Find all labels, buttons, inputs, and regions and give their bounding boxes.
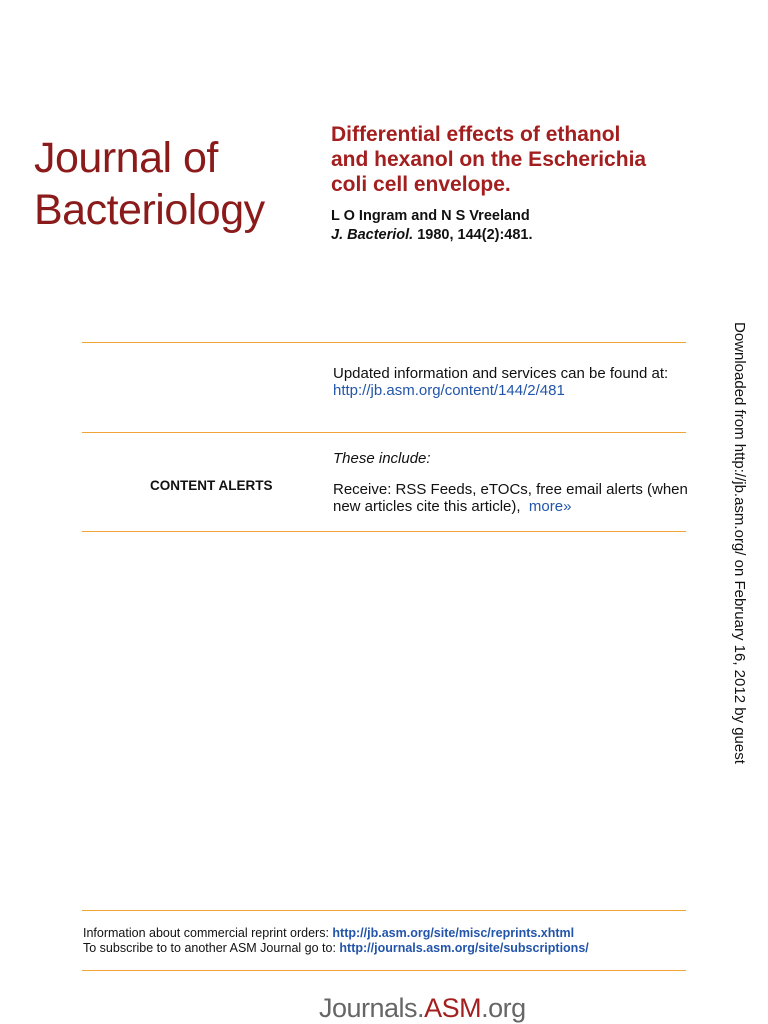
reprint-link[interactable]: http://jb.asm.org/site/misc/reprints.xhtml [332,926,575,940]
citation-details: 1980, 144(2):481. [413,227,533,243]
journal-name [34,132,294,236]
divider-footer-top [82,910,686,911]
receive-text: Receive: RSS Feeds, eTOCs, free email alerts (when new articles cite this article), [333,481,688,515]
divider-alerts [82,531,686,532]
article-citation [331,227,533,243]
updated-info [333,365,693,399]
subscribe-link[interactable]: http://journals.asm.org/site/subscriptions/ [339,941,589,955]
reprint-text: Information about commercial reprint orders: [83,926,333,940]
logo-journals: Journals. [319,993,425,1023]
journals-asm-logo[interactable] [319,993,526,1024]
divider-middle [82,432,686,433]
content-alerts-text [333,481,693,515]
journal-name-line1: Journal of [34,134,218,182]
divider-top [82,342,686,343]
logo-asm: ASM [424,993,482,1023]
subscribe-info [83,940,589,956]
updated-info-text: Updated information and services can be found at: [333,365,669,382]
reprint-info [83,925,574,941]
divider-footer-bottom [82,970,686,971]
article-authors: L O Ingram and N S Vreeland [331,208,530,224]
download-notice: Downloaded from http://jb.asm.org/ on February 16, 2012 by guest [731,322,748,764]
article-title-line3: coli cell envelope. [331,173,511,196]
subscribe-text: To subscribe to to another ASM Journal go to: [83,941,340,955]
logo-org: .org [481,993,526,1023]
article-title [331,122,711,197]
journal-name-line2: Bacteriology [34,186,265,234]
article-title-line2: and hexanol on the Escherichia [331,148,647,171]
content-alerts-label: CONTENT ALERTS [150,478,273,493]
more-link[interactable]: more» [528,498,572,515]
article-title-line1: Differential effects of ethanol [331,123,621,146]
these-include-label: These include: [333,450,431,467]
citation-journal: J. Bacteriol. [331,227,414,243]
article-url-link[interactable]: http://jb.asm.org/content/144/2/481 [333,382,565,399]
